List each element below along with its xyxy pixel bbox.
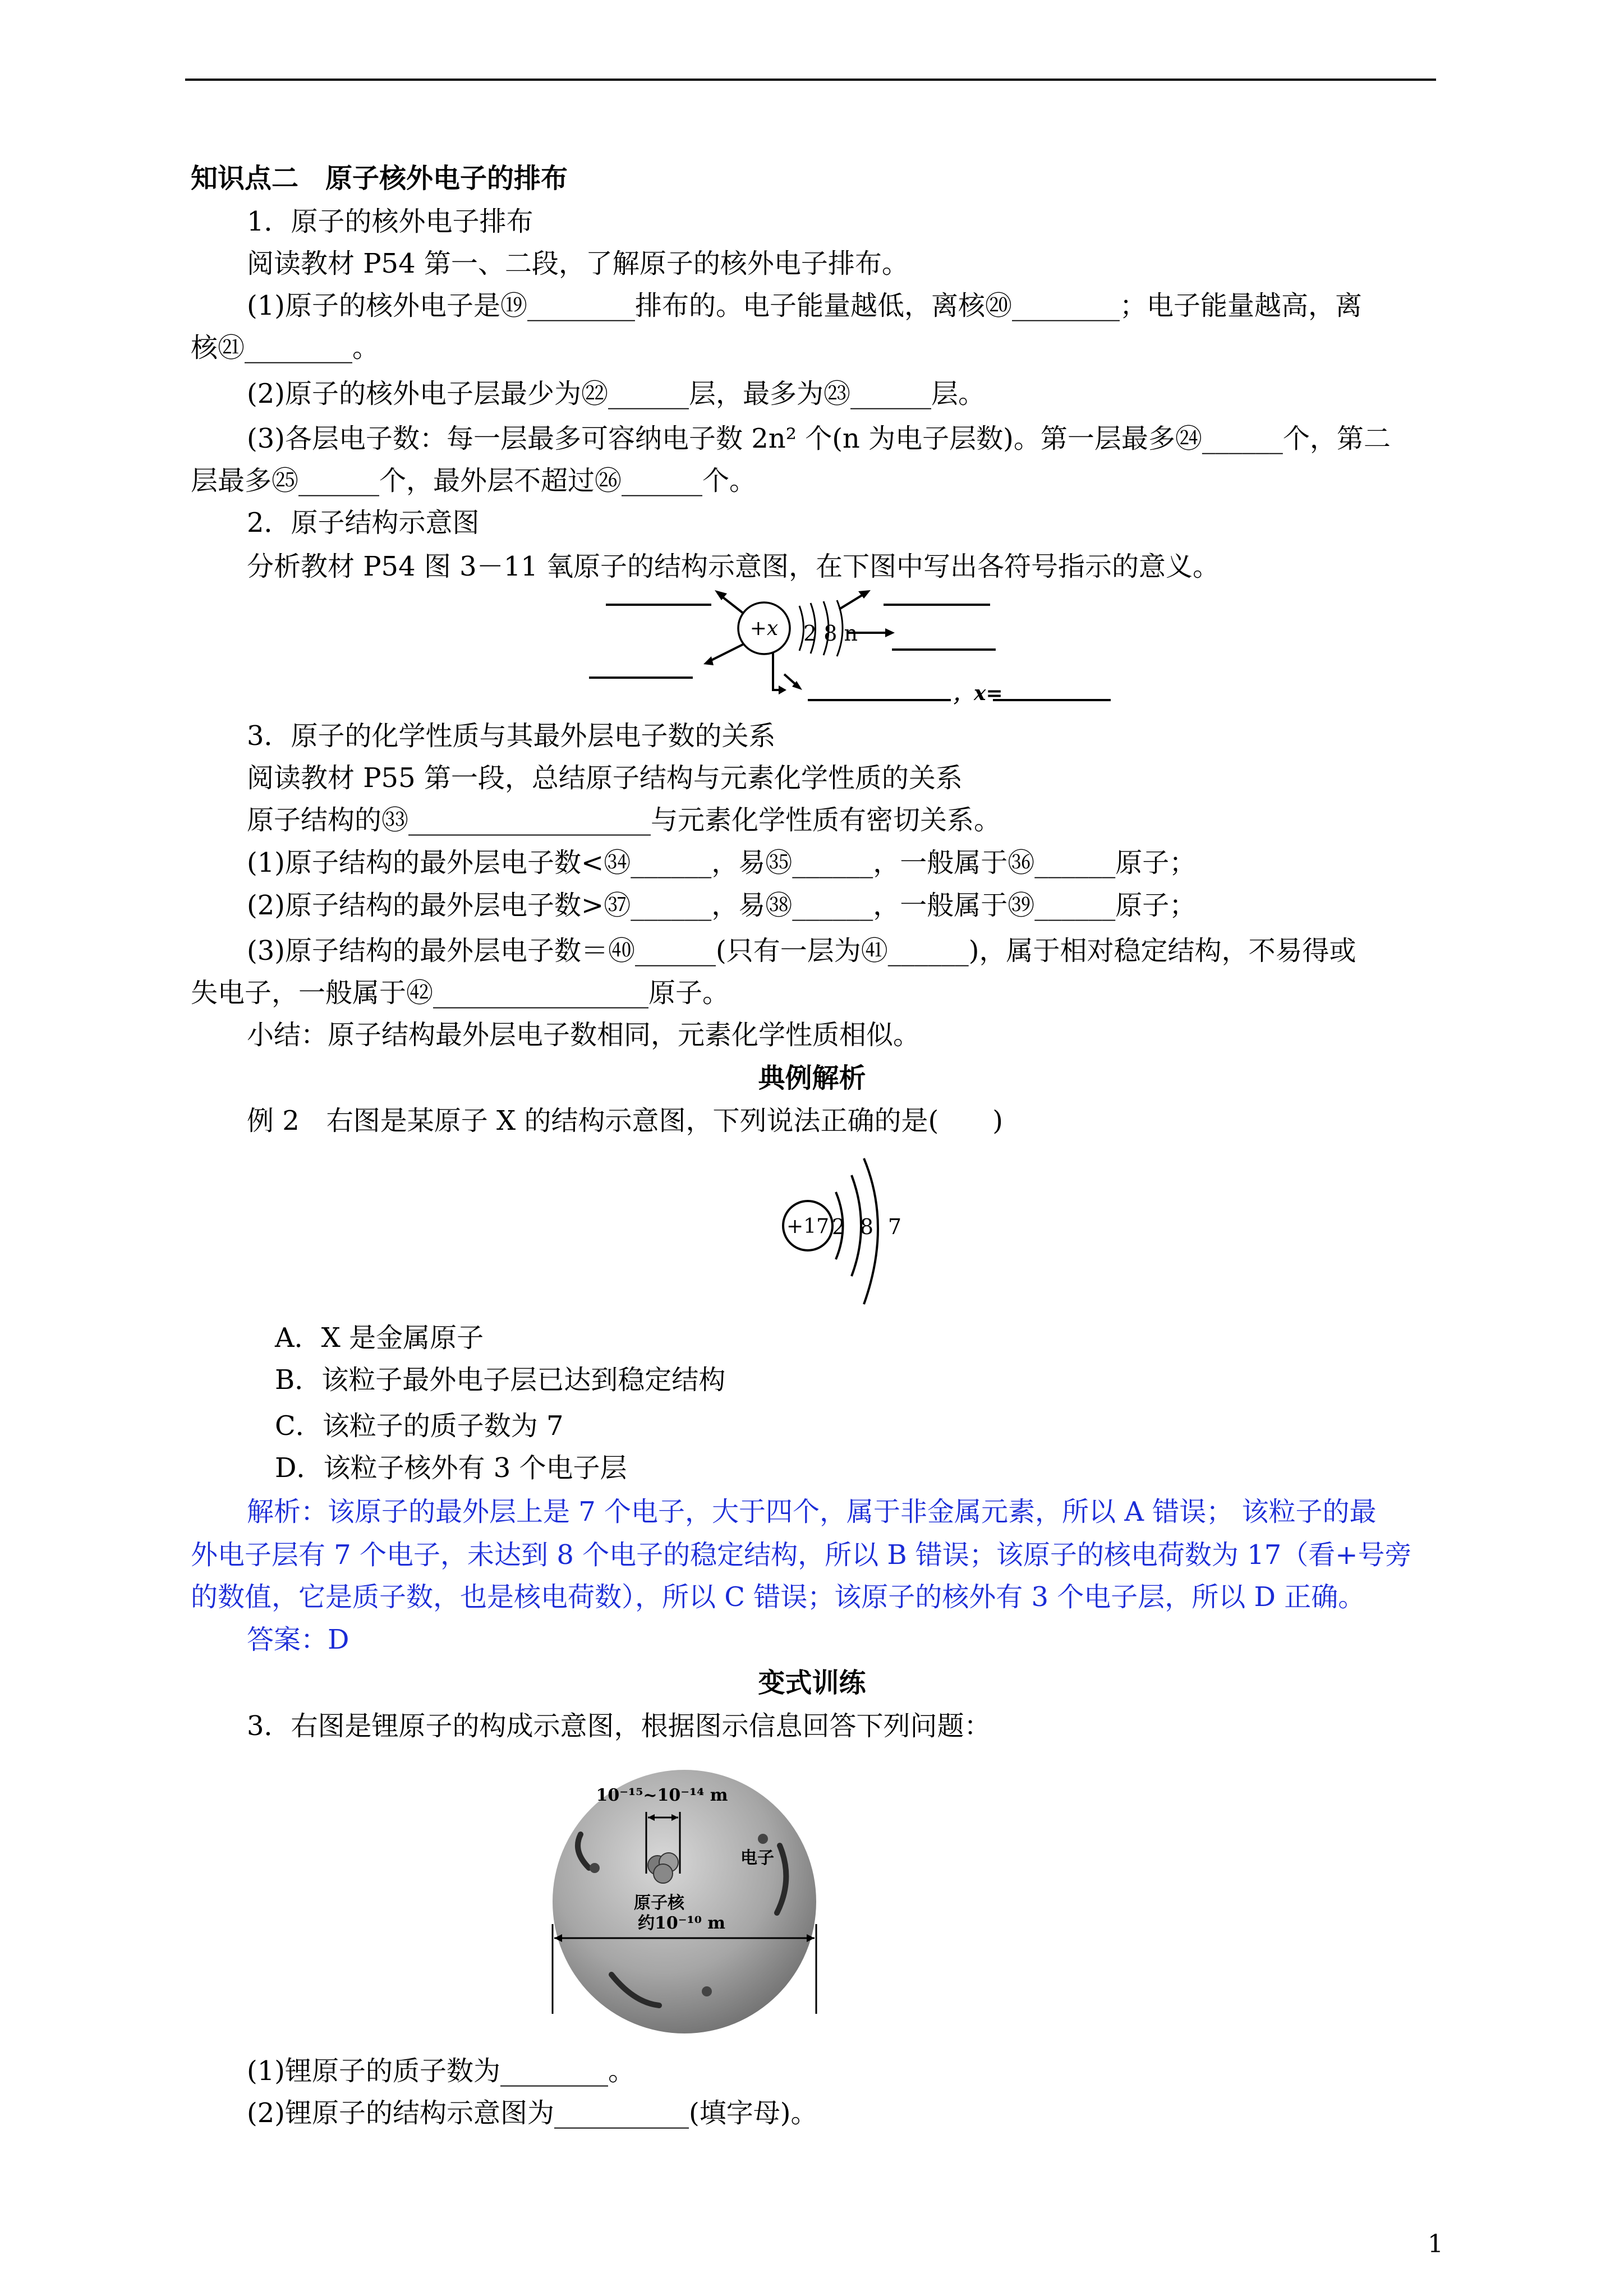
part3-summary: 小结：原子结构最外层电子数相同，元素化学性质相似。 [247, 1019, 921, 1051]
answer: 答案：D [247, 1624, 349, 1655]
part1-line3b: 层最多㉕______个，最外层不超过㉖______个。 [191, 465, 757, 496]
analysis-line-1: 解析：该原子的最外层上是 7 个电子，大于四个，属于非金属元素，所以 A 错误； 该粒子的最 [247, 1496, 1377, 1527]
practice-question: 3．右图是锂原子的构成示意图，根据图示信息回答下列问题： [247, 1710, 991, 1742]
part3-line3: (3)原子结构的最外层电子数＝㊵______(只有一层为㊶______)，属于相对稳定结构，不易得或 [247, 935, 1356, 967]
lithium-atom-figure [539, 1767, 830, 2047]
practice-q1: (1)锂原子的质子数为________。 [247, 2055, 635, 2087]
example-question: 例 2 右图是某原子 X 的结构示意图，下列说法正确的是( ) [247, 1105, 1003, 1137]
practice-q2: (2)锂原子的结构示意图为__________(填字母)。 [247, 2097, 818, 2129]
shell-3: 7 [887, 1214, 902, 1239]
part3-line2: (2)原子结构的最外层电子数>㊲______，易㊳______，一般属于㊴______原子； [247, 890, 1197, 921]
shell-2: 8 [859, 1214, 874, 1239]
part1-line1b: 核㉑________。 [191, 332, 380, 364]
analysis-line-2: 外电子层有 7 个电子，未达到 8 个电子的稳定结构，所以 B 错误；该原子的核电荷数为 17（看+号旁 [191, 1539, 1412, 1571]
shell-1: 2 [831, 1214, 846, 1239]
part1-line1: (1)原子的核外电子是⑲________排布的。电子能量越低，离核⑳________；电子能量越高，离 [247, 290, 1362, 321]
part3-intro: 阅读教材 P55 第一段，总结原子结构与元素化学性质的关系 [247, 762, 963, 794]
option-a: A．X 是金属原子 [275, 1322, 484, 1354]
part3-line0: 原子结构的㉝__________________与元素化学性质有密切关系。 [247, 804, 1001, 836]
diameter-label: 约10⁻¹⁰ m [637, 1913, 726, 1933]
scale-top-label: 10⁻¹⁵~10⁻¹⁴ m [596, 1786, 728, 1805]
part1-intro: 阅读教材 P54 第一、二段，了解原子的核外电子排布。 [247, 248, 909, 279]
electron-label: 电子 [740, 1848, 774, 1868]
part1-heading: 1．原子的核外电子排布 [247, 206, 533, 237]
nucleus-charge: +17 [786, 1215, 829, 1238]
atom-structure-diagram [561, 578, 1122, 724]
nucleus-label: 原子核 [634, 1893, 684, 1913]
example-heading: 典例解析 [758, 1062, 866, 1094]
option-c: C．该粒子的质子数为 7 [275, 1410, 564, 1442]
shell-numbers: 2 8 n [803, 621, 858, 646]
part3-line1: (1)原子结构的最外层电子数<㉞______，易㉟______，一般属于㊱______原子； [247, 847, 1197, 878]
practice-heading: 变式训练 [758, 1667, 866, 1699]
atom-sphere [553, 1770, 816, 2033]
header-rule [185, 79, 1436, 81]
analysis-line-3: 的数值，它是质子数，也是核电荷数），所以 C 错误；该原子的核外有 3 个电子层，所以 D 正确。 [191, 1581, 1365, 1613]
page-number: 1 [1428, 2230, 1443, 2258]
option-d: D．该粒子核外有 3 个电子层 [275, 1452, 627, 1484]
chlorine-structure-diagram [774, 1156, 942, 1313]
part1-line2: (2)原子的核外电子层最少为㉒______层，最多为㉓______层。 [247, 378, 985, 409]
x-label: ，x= [954, 682, 1003, 705]
part2-intro: 分析教材 P54 图 3－11 氧原子的结构示意图，在下图中写出各符号指示的意义。 [247, 551, 1220, 582]
nucleus-label: +x [749, 617, 779, 640]
section-title: 知识点二 原子核外电子的排布 [191, 163, 568, 194]
part3-heading: 3．原子的化学性质与其最外层电子数的关系 [247, 720, 776, 752]
part2-heading: 2．原子结构示意图 [247, 507, 480, 539]
part3-line3b: 失电子，一般属于㊷________________原子。 [191, 977, 730, 1009]
option-b: B．该粒子最外电子层已达到稳定结构 [275, 1364, 726, 1396]
part1-line3: (3)各层电子数：每一层最多可容纳电子数 2n² 个(n 为电子层数)。第一层最多㉔______个，第二 [247, 423, 1391, 454]
